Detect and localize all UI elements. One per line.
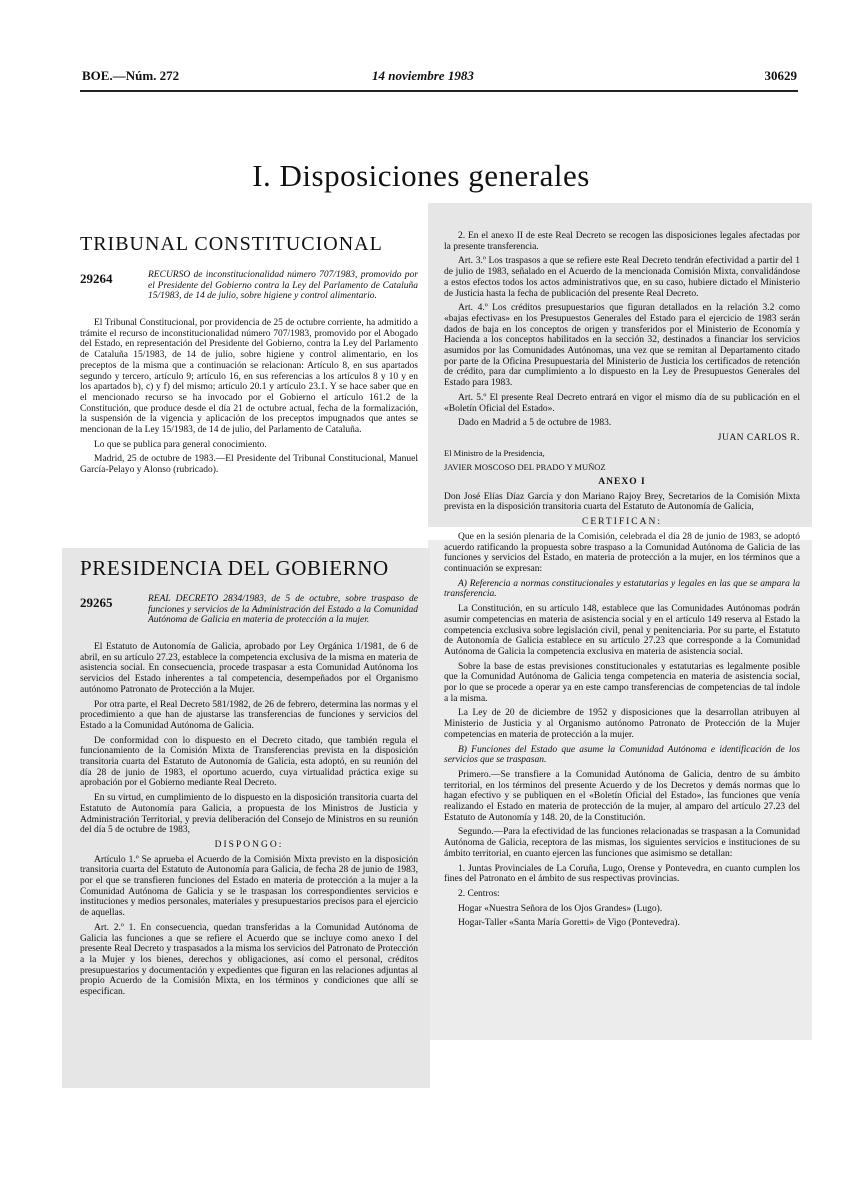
paragraph: Madrid, 25 de octubre de 1983.—El Presidente del Tribunal Constitucional, Manuel García-Pelayo y Alonso (rubricado). xyxy=(80,454,418,476)
paragraph: Art. 5.º El presente Real Decreto entrará en vigor el mismo día de su publicación en el «Boletín Oficial del Estado». xyxy=(444,392,800,414)
paragraph: La Ley de 20 de diciembre de 1952 y disposiciones que la desarrollan atribuyen al Ministerio de Justicia y al Organismo autónomo Patronato de Protección de la Mujer competencias en materia de protección a la mujer. xyxy=(444,708,800,740)
paragraph: Segundo.—Para la efectividad de las funciones relacionadas se traspasan a la Comunidad Autónoma de Galicia, receptora de las mismas, los siguientes servicios e instituciones de su ámbito territorial, en cuanto ejercen las funciones que asimismo se detallan: xyxy=(444,827,800,859)
paragraph: Dado en Madrid a 5 de octubre de 1983. xyxy=(458,418,612,429)
page-number: 30629 xyxy=(764,68,797,83)
paragraph: El Estatuto de Autonomía de Galicia, aprobado por Ley Orgánica 1/1981, de 6 de abril, en su artículo 27.23, establece la competencia exclusiva de la misma en materia de asistencia social. En consecuencia, procede traspasar a esta Comunidad Autónoma los servicios del Estado inherentes a tal competencia, desempeñados por el Organismo autónomo Patronato de Protección a la Mujer. xyxy=(80,642,418,695)
paragraph: Que en la sesión plenaria de la Comisión, celebrada el día 28 de junio de 1983, se adoptó acuerdo ratificando la propuesta sobre traspaso a la Comunidad Autónoma de Galicia de las funciones y servicios del Estado, en materia de protección a la mujer, en los términos que a continuación se expresan: xyxy=(444,531,800,574)
paragraph: En su virtud, en cumplimiento de lo dispuesto en la disposición transitoria cuarta del Estatuto de Autonomía para Galicia, a propuesta de los Ministros de Justicia y Administración Territorial, y previa deliberación del Consejo de Ministros en su reunión del día 5 de octubre de 1983, xyxy=(80,793,418,836)
entry-number: 29264 xyxy=(80,271,113,286)
paragraph: 2. Centros: xyxy=(458,888,500,899)
paragraph: Sobre la base de estas previsiones constitucionales y estatutarias es legalmente posible que la Comunidad Autónoma de Galicia tenga competencia en materia de asistencia social, por lo que se procede a operar ya en este campo transferencias de competencias de tal índole a la misma. xyxy=(444,661,800,704)
header-rule xyxy=(80,90,798,92)
paragraph: Art. 3.º Los traspasos a que se refiere este Real Decreto tendrán efectividad a partir del 1 de julio de 1983, señalado en el Acuerdo de la mencionada Comisión Mixta, convalidándose a estos efectos todos los actos administrativos que, en su caso, hubiere dictado el Ministerio de Justicia hasta la fecha de publicación del presente Real Decreto. xyxy=(444,256,800,299)
issue-date: 14 noviembre 1983 xyxy=(372,68,474,83)
section-title: PRESIDENCIA DEL GOBIERNO xyxy=(80,556,389,580)
paragraph: Lo que se publica para general conocimiento. xyxy=(94,439,267,450)
anexo-heading: ANEXO I xyxy=(598,477,646,488)
signature: JUAN CARLOS R. xyxy=(717,432,800,443)
entry-title: REAL DECRETO 2834/1983, de 5 de octubre, sobre traspaso de funciones y servicios de la Administración del Estado a la Comunidad Autónoma de Galicia en materia de protección a la mujer. xyxy=(148,594,418,625)
right-column xyxy=(444,231,800,933)
paragraph: Hogar «Nuestra Señora de los Ojos Grandes» (Lugo). xyxy=(458,903,663,914)
entry-header xyxy=(80,594,418,632)
paragraph: Art. 2.º 1. En consecuencia, quedan transferidas a la Comunidad Autónoma de Galicia las funciones a que se refiere el Acuerdo que se incluye como anexo I del presente Real Decreto y traspasados a la misma los servicios del Patronato de Protección a la Mujer y los bienes, derechos y obligaciones, así como el personal, créditos presupuestarios y documentación y expedientes que figuran en las relaciones adjuntas al propio Acuerdo de la Comisión Mixta, en los términos y condiciones que allí se especifican. xyxy=(80,922,418,998)
minister-title: El Ministro de la Presidencia, xyxy=(444,447,545,458)
certifican-heading: CERTIFICAN: xyxy=(581,517,663,528)
paragraph: 2. En el anexo II de este Real Decreto se recogen las disposiciones legales afectadas por la presente transferencia. xyxy=(444,231,800,252)
paragraph: Hogar-Taller «Santa María Goretti» de Vigo (Pontevedra). xyxy=(458,918,680,929)
paragraph: 1. Juntas Provinciales de La Coruña, Lugo, Orense y Pontevedra, en cuanto cumplen los fines del Patronato en el ámbito de sus respectivas provincias. xyxy=(444,863,800,885)
dispongo-heading: DISPONGO: xyxy=(214,839,284,850)
paragraph: El Tribunal Constitucional, por providencia de 25 de octubre corriente, ha admitido a trámite el recurso de inconstitucionalidad número 707/1983, promovido por el Abogado del Estado, en representación del Presidente del Gobierno, contra la Ley del Parlamento de Cataluña 15/1983, de 14 de julio, sobre higiene y control alimentario, en los preceptos de la misma que a continuación se relacionan: Artículo 8, en sus apartados segundo y tercero, artículo 9; artículo 16, en sus referencias a los artículos 8 y 10 y en los apartados b), c) y f) del mismo; artículo 20.1 y artículo 23.1. Y se hace saber que en el mencionado recurso se ha invocado por el Gobierno el artículo 161.2 de la Constitución, que produce desde el día 21 de octubre actual, fecha de la formalización, la suspensión de la vigencia y aplicación de los preceptos impugnados que antes se mencionan de la Ley 15/1983, de 14 de julio, del Parlamento de Cataluña. xyxy=(80,318,418,436)
journal-issue: BOE.—Núm. 272 xyxy=(82,68,180,83)
page-header xyxy=(82,68,797,90)
paragraph: A) Referencia a normas constitucionales y estatutarias y legales en las que se ampara la transferencia. xyxy=(444,578,800,600)
entry-title: RECURSO de inconstitucionalidad número 707/1983, promovido por el Presidente del Gobierno contra la Ley del Parlamento de Cataluña 15/1983, de 14 de julio, sobre higiene y control alimentario. xyxy=(148,270,418,301)
paragraph: Art. 4.º Los créditos presupuestarios que figuran detallados en la relación 3.2 como «bajas efectivas» en los Presupuestos Generales del Estado para el ejercicio de 1983 serán dados de baja en los conceptos de origen y transferidos por el Ministerio de Economía y Hacienda a los conceptos habilitados en la sección 32, destinados a financiar los servicios asumidos por las Comunidades Autónomas, una vez que se remitan al Departamento citado por parte de la Oficina Presupuestaria del Ministerio de Justicia los certificados de retención de crédito, para dar cumplimiento a lo dispuesto en la Ley de Presupuestos Generales del Estado para 1983. xyxy=(444,303,800,389)
paragraph: Por otra parte, el Real Decreto 581/1982, de 26 de febrero, determina las normas y el procedimiento a que han de ajustarse las transferencias de funciones y servicios del Estado a la Comunidad Autónoma de Galicia. xyxy=(80,699,418,731)
section-title: TRIBUNAL CONSTITUCIONAL xyxy=(80,233,383,255)
paragraph: Primero.—Se transfiere a la Comunidad Autónoma de Galicia, dentro de su ámbito territorial, en los términos del presente Acuerdo y de los Decretos y demás normas que lo hagan efectivo y se publiquen en el «Boletín Oficial del Estado», las funciones que venía realizando el Estado en materia de protección de la mujer, al amparo del artículo 27.23 del Estatuto de Autonomía y 148. 20, de la Constitución. xyxy=(444,769,800,823)
entry-header xyxy=(80,270,418,308)
paragraph: B) Funciones del Estado que asume la Comunidad Autónoma e identificación de los servicios que se traspasan. xyxy=(444,744,800,766)
paragraph: Artículo 1.º Se aprueba el Acuerdo de la Comisión Mixta previsto en la disposición transitoria cuarta del Estatuto de Autonomía para Galicia, de fecha 28 de junio de 1983, por el que se transfieren funciones del Estado en materia de protección a la mujer a la Comunidad Autónoma de Galicia y se le traspasan los correspondientes servicios e instituciones y medios personales, materiales y presupuestarios precisos para el ejercicio de aquellas. xyxy=(80,854,418,919)
paragraph: De conformidad con lo dispuesto en el Decreto citado, que también regula el funcionamiento de la Comisión Mixta de Transferencias prevista en la disposición transitoria cuarta del Estatuto de Autonomía de Galicia, esta adoptó, en su reunión del día 28 de junio de 1983, el oportuno acuerdo, cuya virtualidad práctica exige su aprobación por el Gobierno mediante Real Decreto. xyxy=(80,735,418,789)
entry-number: 29265 xyxy=(80,595,113,610)
paragraph: La Constitución, en su artículo 148, establece que las Comunidades Autónomas podrán asumir competencias en materia de asistencia social y en el artículo 149 reserva al Estado la competencia exclusiva sobre legislación civil, penal y penitenciaria. Por su parte, el Estatuto de Autonomía de Galicia establece en su artículo 27.23 que corresponde a la Comunidad Autónoma de Galicia la competencia exclusiva en materia de asistencia social. xyxy=(444,604,800,657)
paragraph: Don José Elías Díaz García y don Mariano Rajoy Brey, Secretarios de la Comisión Mixta prevista en la disposición transitoria cuarta del Estatuto de Autonomía de Galicia, xyxy=(444,491,800,513)
minister-name: JAVIER MOSCOSO DEL PRADO Y MUÑOZ xyxy=(444,462,606,473)
main-title: I. Disposiciones generales xyxy=(252,158,590,193)
tc-section xyxy=(80,232,418,480)
pg-section xyxy=(80,556,418,1002)
